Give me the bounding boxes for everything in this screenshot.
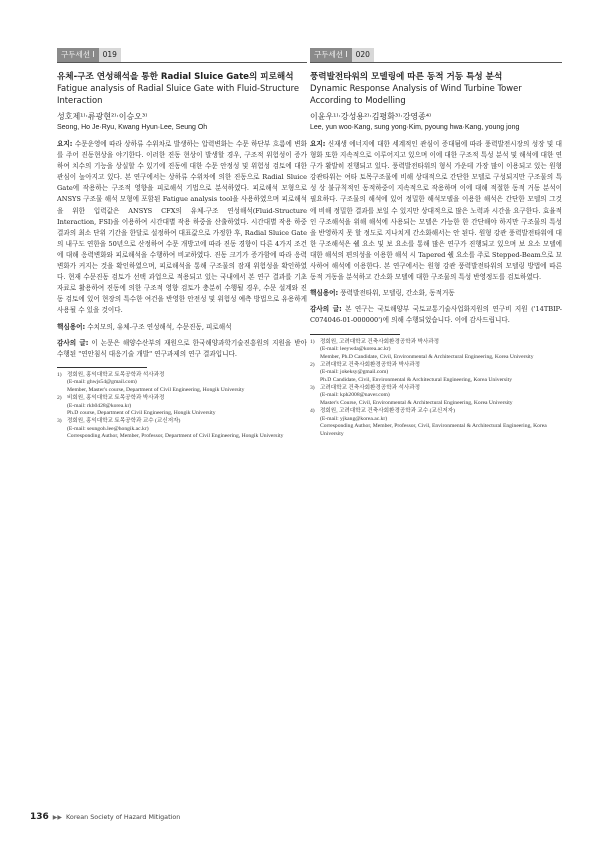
- ack-paragraph: [310, 304, 562, 326]
- footnote-number: 2): [57, 394, 62, 401]
- title-english-line1: Fatigue analysis of Radial Sluice Gate with Fluid-Structure: [57, 83, 299, 93]
- session-header: [57, 48, 307, 63]
- footnote-affiliation: 정회원, 홍익대학교 토목공학과 석사과정: [67, 371, 165, 378]
- footnote-number: 1): [57, 371, 62, 378]
- footnote-english: Member, Ph.D Candidate, Civil, Environmental & Architectural Engineering, Korea University: [320, 353, 534, 360]
- footnote-email: (E-mail: leeywda@korea.ac.kr): [320, 346, 391, 353]
- footnote-english: Ph.D course, Department of Civil Engineering, Hongik University: [67, 410, 216, 417]
- title-english-line2: According to Modelling: [310, 94, 406, 105]
- footnote-email: (E-mail: seungoh.lee@hongik.ac.kr): [67, 425, 149, 432]
- footnote-affiliation: 고려대학교 건축사회환경공학과 석사과정: [320, 384, 421, 391]
- abstract-paragraph: [57, 139, 307, 317]
- footnote-email: (E-mail: yjkang@korea.ac.kr): [320, 415, 388, 422]
- session-number: 020: [352, 48, 374, 62]
- footnote-item: [57, 418, 307, 441]
- footnote-number: 1): [310, 338, 315, 345]
- footnotes: [57, 372, 307, 441]
- footnote-number: 3): [57, 418, 62, 424]
- title-english: [57, 83, 307, 106]
- footnote-affiliation: 정회원, 고려대학교 건축사회환경공학과 박사과정: [320, 338, 440, 345]
- footnote-english: Master's Course, Civil, Environmental & Architectural Engineering, Korea University: [320, 400, 513, 407]
- ack-label: 감사의 글:: [57, 338, 89, 347]
- footnote-number: 2): [310, 361, 315, 368]
- keywords-paragraph: [310, 288, 562, 299]
- footnote-english: Corresponding Author, Member, Professor, Department of Civil Engineering, Hongik University: [67, 433, 284, 440]
- keywords-paragraph: [57, 322, 307, 333]
- abstract-paragraph: [310, 139, 562, 283]
- footnote-item: [310, 362, 562, 385]
- page-footer: [30, 812, 180, 822]
- session-header: [310, 48, 562, 63]
- ack-label: 감사의 글:: [310, 305, 342, 314]
- footnote-email: (E-mail: ghwjs54@gmail.com): [67, 379, 137, 386]
- abstract-label: 요지:: [310, 140, 326, 148]
- footnote-rule: [57, 367, 147, 368]
- authors-korean: 이윤우¹⁾·강성용²⁾·김평화³⁾·강영종⁴⁾: [310, 112, 432, 121]
- abstract-019: [57, 48, 307, 441]
- keywords-text: 풍력발전타워, 모델링, 간소화, 동적거동: [338, 289, 455, 298]
- footnote-affiliation: 고려대학교 건축사회환경공학과 박사과정: [320, 361, 421, 368]
- footnotes: [310, 339, 562, 439]
- footnote-rule: [310, 334, 400, 335]
- footnote-email: (E-mail: jokeksy@gmail.com): [320, 369, 389, 376]
- footnote-email: (E-mail: rkh0428@korea.kr): [67, 402, 132, 409]
- abstract-label: 요지:: [57, 140, 73, 148]
- footnote-item: [310, 339, 562, 362]
- session-label: 구두세션 I: [310, 48, 352, 62]
- society-name: Korean Society of Hazard Mitigation: [66, 813, 181, 821]
- keywords-label: 핵심용어:: [57, 322, 86, 331]
- title-korean: 풍력발전타워의 모델링에 따른 동적 거동 특성 분석: [310, 72, 503, 82]
- session-label: 구두세션 I: [57, 48, 99, 62]
- footnote-english: Ph.D Candidate, Civil, Environmental & Architectural Engineering, Korea University: [320, 377, 513, 384]
- ack-paragraph: [57, 338, 307, 360]
- footnote-english: Corresponding Author, Member, Professor, Civil, Environmental & Architectural Engineering, Korea University: [320, 423, 547, 437]
- authors-english: Seong, Ho Je·Ryu, Kwang Hyun·Lee, Seung Oh: [57, 124, 208, 131]
- footnote-item: [310, 408, 562, 439]
- footnote-affiliation: 정회원, 고려대학교 건축사회환경공학과 교수 (교신저자): [320, 407, 456, 414]
- session-number: 019: [99, 48, 121, 62]
- footnote-item: [57, 372, 307, 395]
- footnote-english: Member, Master's course, Department of Civil Engineering, Hongik University: [67, 387, 245, 394]
- ack-text: 이 논문은 해양수산부의 재원으로 한국해양과학기술진흥원의 지원을 받아 수행된 "연안침식 대응기술 개발" 연구과제의 연구 결과입니다.: [57, 338, 307, 358]
- footnote-item: [310, 385, 562, 408]
- title-english-line1: Dynamic Response Analysis of Wind Turbine Tower: [310, 83, 522, 93]
- page-number: 136: [30, 812, 49, 822]
- abstract-text: 수문운영에 따라 상하류 수위차로 발생하는 압력변화는 수문 하단부 흐름에 변화를 주어 진동현상을 야기한다. 이러한 진동 현상이 발생할 경우, 구조적 위험성이 증가하여 치수의 기능을 상실할 수 있기에 진동에 대한 수문 안정성 및 위험성 검토에 대한 관심이 높아지고 있다. 본 연구에서는 상하류 수위차에 의한 진동으로 Radial Sluice Gate에 작용하는 구조적 영향을 피로해석 기법으로 분석하였다. 피로해석 모형으로 ANSYS 구조물 해석 모형에 포함된 Fatigue analysis tool을 사용하였으며 피로해석을 위한 입력값은 ANSYS CFX의 유체-구조 연성해석(Fluid-Structure Interaction, FSI)을 이용하여 시간대별 작용 하중을 산출하였다. 시간대별 작용 하중 결과의 최소 단위 기간을 한달로 설정하여 대표값으로 가정한 후, Radial Sluice Gate의 내구도 연한을 50년으로 산정하여 수문 개방고에 따라 진동 경향이 다른 4가지 조건에 대해 응력변화와 피로해석을 수행하여 비교하였다. 진동 크기가 증가함에 따라 응력변화가 커지는 것을 확인하였으며, 피로해석을 통해 구조물의 잠재 위험성을 확인하였다. 현재 수문진동 검토가 선택 과업으로 적용되고 있는 국내에서 본 연구 결과를 기초 자료로 활용하여 진동에 의한 구조적 영향 검토가 충분히 수행될 경우, 수문 설계와 진동 검토에 있어 현장의 특수한 여건을 반영한 안전성 및 위험성 예측 방법으로 유용하게 사용될 수 있을 것이다.: [57, 140, 307, 315]
- footnote-item: [57, 395, 307, 418]
- keywords-label: 핵심용어:: [310, 289, 339, 298]
- title-korean: 유체-구조 연성해석을 통한 Radial Sluice Gate의 피로해석: [57, 72, 294, 82]
- authors-korean: 성호제¹⁾·류광현²⁾·이승오³⁾: [57, 112, 148, 121]
- ack-text: 본 연구는 국토해양부 국토교통기술사업화지원의 연구비 지원 ('14TBIP-C074046-01-000000')에 의해 수행되었습니다. 이에 감사드립니다.: [310, 305, 562, 325]
- footnote-affiliation: 비회원, 홍익대학교 토목공학과 박사과정: [67, 394, 165, 401]
- keywords-text: 수치모의, 유체-구조 연성해석, 수문진동, 피로해석: [85, 322, 232, 331]
- title-english: [310, 83, 562, 106]
- double-arrow-icon: ▶▶: [52, 813, 63, 821]
- footnote-number: 4): [310, 407, 315, 414]
- abstract-020: [310, 48, 562, 439]
- footnote-email: (E-mail: kph2008@naver.com): [320, 392, 390, 399]
- abstract-text: 신재생 에너지에 대한 세계적인 관심이 증대됨에 따라 풍력발전시장의 성장 및 대형화 또한 지속적으로 이루어지고 있으며 이에 대한 구조적 특성 분석 및 해석에 대한 연구가 활발히 진행되고 있다. 풍력발전타워의 형식 가운데 가장 많이 이용되고 있는 원형 강관타워는 여타 토목구조물에 비해 상대적으로 간단한 모델로 구성되지만 구조물의 특성 상 불규칙적인 동적하중이 지속적으로 작용하며 이에 대해 적절한 동적 거동 분석이 필요하다. 구조물의 해석에 있어 정밀한 해석모델을 이용한 해석은 간단한 모델의 그것에 비해 정밀한 결과를 보일 수 있지만 상대적으로 많은 노력과 시간을 요구한다. 효율적인 구조해석을 위해 해석에 사용되는 모델은 가능한 한 간단해야 하지만 구조물의 특성을 반영하지 못 할 정도로 지나치게 간소화해서는 안 된다. 원형 강관 풍력발전타워에 대한 구조해석은 쉘 요소 및 보 요소를 통해 많은 연구가 진행되고 있으며 보 요소 모델에 대한 해석의 편의성을 이용한 해석 시 Tapered 쉘 요소를 주로 Stepped-Beam으로 묘사하여 해석에 이용한다. 본 연구에서는 원형 강관 풍력발전타워의 모델링 방법에 따른 동적 거동을 분석하고 간소화 모델에 대한 구조물의 특성 반영정도를 검토하였다.: [310, 140, 562, 282]
- authors-english: Lee, yun woo·Kang, sung yong·Kim, pyoung hwa·Kang, young jong: [310, 124, 520, 131]
- title-english-line2: Interaction: [57, 94, 103, 105]
- footnote-affiliation: 정회원, 홍익대학교 토목공학과 교수 (교신저자): [67, 418, 181, 424]
- footnote-number: 3): [310, 384, 315, 391]
